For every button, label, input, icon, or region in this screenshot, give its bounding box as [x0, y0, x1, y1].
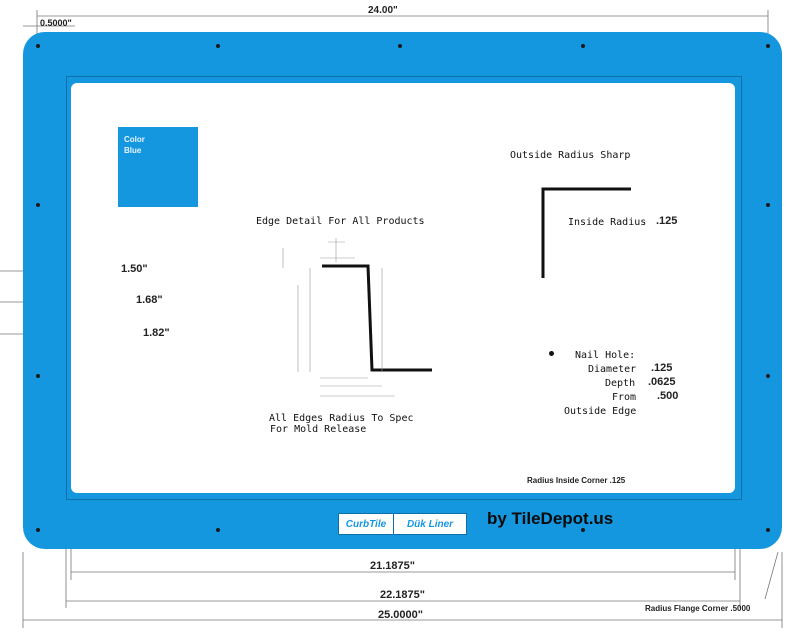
logo-curbtile-text: CurbTile — [345, 518, 387, 530]
dim-flange: 0.5000" — [40, 18, 72, 28]
edge-detail-title: Edge Detail For All Products — [256, 216, 425, 227]
inside-radius-value: .125 — [656, 215, 678, 227]
nail-hole-from-label: From — [612, 392, 637, 403]
nail-hole-diameter-value: .125 — [651, 362, 673, 374]
logo-curbtile — [338, 513, 394, 535]
byline: by TileDepot.us — [487, 509, 614, 528]
edge-detail-note-line1: All Edges Radius To Spec — [269, 413, 414, 424]
dim-edge-150: 1.50" — [121, 263, 148, 275]
flange-corner-label: Radius Flange Corner .5000 — [645, 604, 751, 613]
outside-radius-label: Outside Radius Sharp — [510, 150, 631, 161]
logo-dukliner-text: Dük Liner — [406, 518, 454, 530]
swatch-label-blue: Blue — [124, 146, 142, 155]
nail-hole-depth-label: Depth — [605, 378, 636, 389]
dim-inner-width: 21.1875" — [370, 560, 415, 572]
dim-overall-top: 24.00" — [368, 5, 398, 16]
nail-hole-depth-value: .0625 — [648, 376, 676, 388]
nail-hole-title: Nail Hole: — [575, 350, 636, 361]
inside-corner-label: Radius Inside Corner .125 — [527, 476, 626, 485]
nail-hole-diameter-label: Diameter — [588, 364, 637, 375]
dim-edge-182: 1.82" — [143, 327, 170, 339]
dim-edge-168: 1.68" — [136, 294, 163, 306]
logo-dukliner — [393, 513, 467, 535]
inside-radius-label: Inside Radius — [568, 217, 647, 228]
nail-hole-from-value: .500 — [657, 390, 679, 402]
nail-hole-outside-edge: Outside Edge — [564, 406, 637, 417]
dim-overall-bottom: 25.0000" — [378, 609, 423, 621]
dim-outline-width: 22.1875" — [380, 589, 425, 601]
swatch-label-color: Color — [124, 135, 145, 144]
nail-hole-dot — [549, 351, 554, 356]
edge-detail-note-line2: For Mold Release — [270, 424, 367, 435]
